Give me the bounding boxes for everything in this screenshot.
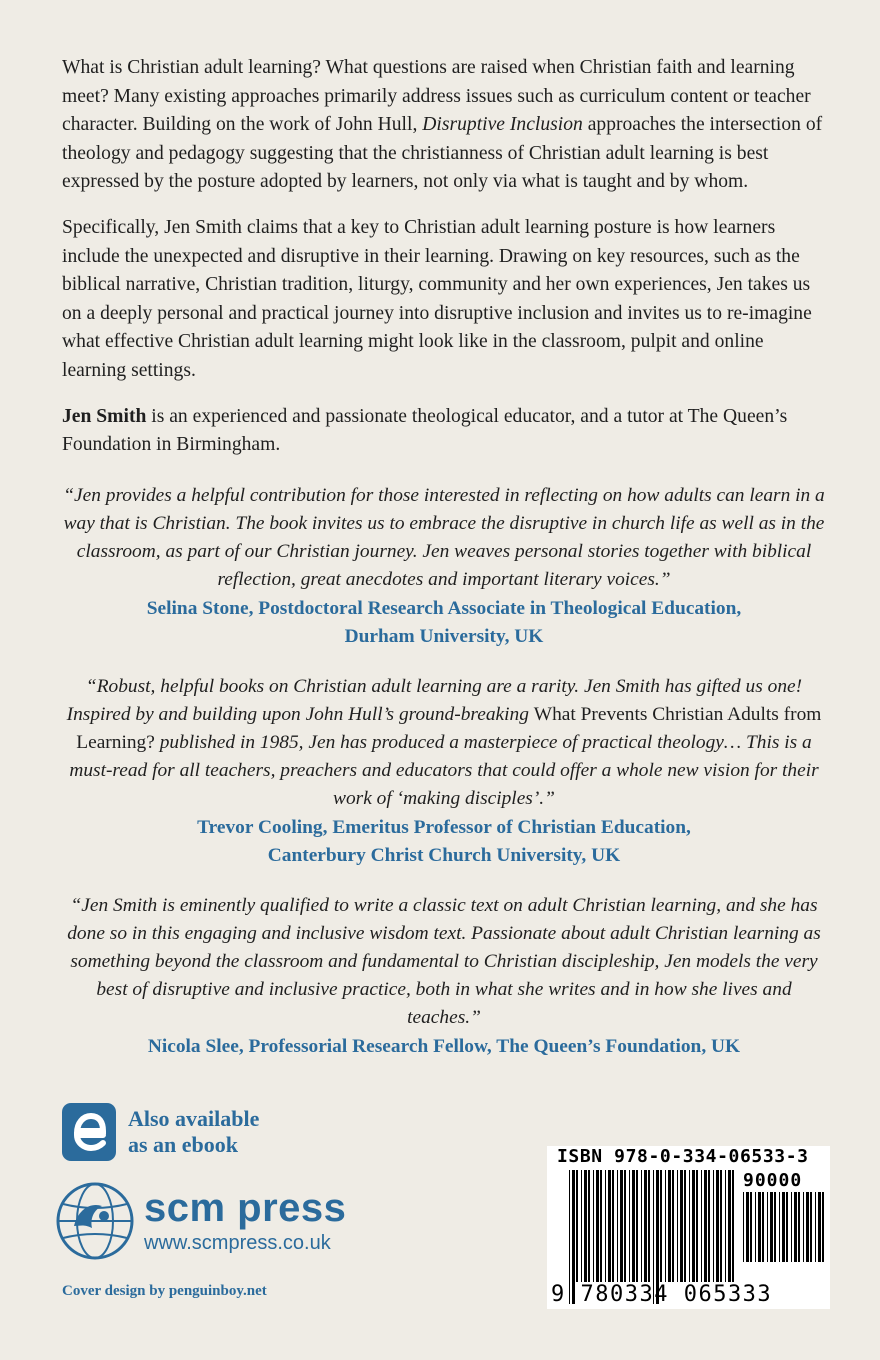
ean-digits: 9 780334 065333 xyxy=(551,1282,773,1307)
barcode-bar xyxy=(810,1192,812,1262)
barcode-bar xyxy=(743,1192,744,1262)
endorsement-attribution-affiliation: Durham University, UK xyxy=(344,625,544,647)
endorsement-attribution: Nicola Slee, Professorial Research Fellow, The Queen’s Foundation, UK xyxy=(147,1035,741,1057)
publisher-logo xyxy=(54,1180,346,1262)
barcode-bar xyxy=(704,1170,707,1282)
barcode-bar xyxy=(624,1170,626,1282)
barcode-bar xyxy=(720,1170,722,1282)
barcode-bar xyxy=(728,1170,731,1282)
barcode-bar xyxy=(660,1170,662,1282)
barcode-bar xyxy=(779,1192,780,1262)
barcode-bar xyxy=(620,1170,623,1282)
barcode-bar xyxy=(755,1192,756,1262)
isbn-barcode xyxy=(547,1146,830,1309)
barcode-bar xyxy=(689,1170,690,1282)
barcode-bar xyxy=(746,1192,749,1262)
barcode-bar xyxy=(665,1170,666,1282)
barcode-bar xyxy=(782,1192,785,1262)
barcode-bar xyxy=(708,1170,710,1282)
barcode-bar xyxy=(732,1170,734,1282)
back-cover-text xyxy=(62,54,826,1083)
barcode-bar xyxy=(791,1192,792,1262)
book-title-italic: Disruptive Inclusion xyxy=(422,114,583,136)
barcode-bar xyxy=(798,1192,800,1262)
barcode-bar xyxy=(818,1192,821,1262)
barcode-bar xyxy=(576,1170,578,1282)
barcode-bar xyxy=(612,1170,614,1282)
barcode-bar xyxy=(677,1170,678,1282)
barcode-bar xyxy=(806,1192,809,1262)
endorsement-attribution: Trevor Cooling, Emeritus Professor of Christian Education, xyxy=(197,816,691,838)
barcode-bar xyxy=(701,1170,702,1282)
publisher-url[interactable]: www.scmpress.co.uk xyxy=(144,1232,331,1254)
barcode-bar xyxy=(815,1192,816,1262)
barcode-bar xyxy=(758,1192,761,1262)
barcode-bar xyxy=(803,1192,804,1262)
barcode-bar xyxy=(696,1170,698,1282)
author-bio: Jen Smith is an experienced and passionate theological educator, and a tutor at The Queen’s Foundation in Birmingham. xyxy=(62,405,788,456)
barcode-bar xyxy=(716,1170,719,1282)
barcode-bar xyxy=(725,1170,726,1282)
endorsement-attribution: Selina Stone, Postdoctoral Research Associate in Theological Education, xyxy=(146,597,742,619)
ebook-availability xyxy=(62,1103,259,1161)
isbn-text: ISBN 978-0-334-06533-3 xyxy=(557,1146,809,1167)
endorsement-attribution-affiliation: Canterbury Christ Church University, UK xyxy=(267,844,621,866)
barcode-bar xyxy=(584,1170,587,1282)
barcode-bar xyxy=(632,1170,635,1282)
barcode-bar xyxy=(629,1170,630,1282)
barcode-bar xyxy=(762,1192,764,1262)
cover-design-credit: Cover design by penguinboy.net xyxy=(62,1283,267,1299)
barcode-bar xyxy=(713,1170,714,1282)
barcode-bar xyxy=(636,1170,638,1282)
barcode-bar xyxy=(617,1170,618,1282)
barcode-bar xyxy=(600,1170,602,1282)
barcode-bar xyxy=(692,1170,695,1282)
ebook-line-1: Also available xyxy=(128,1106,260,1131)
ebook-line-2: as an ebook xyxy=(128,1132,239,1157)
barcode-bar xyxy=(593,1170,594,1282)
endorsement-quote: “Jen provides a helpful contribution for those interested in reflecting on how adults can learn in a way that is Christian. The book invites us to embrace the disruptive in church life as well as in the classroom, as part of our Christian journey. Jen weaves personal stories together with biblical reflection, great anecdotes and important literary voices.” xyxy=(63,484,825,591)
barcode-bar xyxy=(786,1192,788,1262)
barcode-bar xyxy=(644,1170,647,1282)
blurb-paragraph-2: Specifically, Jen Smith claims that a key to Christian adult learning posture is how learners include the unexpected and disruptive in their learning. Drawing on key resources, such as the biblical narrative, Christian tradition, liturgy, community and her own experiences, Jen takes us on a deeply personal and practical journey into disruptive inclusion and invites us to re-imagine what effective Christian adult learning might look like in the classroom, pulpit and online learning settings. xyxy=(62,216,812,381)
barcode-bar xyxy=(668,1170,671,1282)
barcode-bar xyxy=(794,1192,797,1262)
barcode-bar xyxy=(608,1170,611,1282)
endorsement-3 xyxy=(62,892,826,1061)
endorsement-quote: “Robust, helpful books on Christian adult learning are a rarity. Jen Smith has gifted us one! Inspired by and building upon John Hull’s ground-breaking What Prevents Christian Adults from Learning? published in 1985, Jen has produced a masterpiece of practical theology… This is a must-read for all teachers, preachers and educators that could offer a whole new vision for their work of ‘making disciples’.” xyxy=(66,675,822,810)
barcode-bar xyxy=(588,1170,590,1282)
price-code: 90000 xyxy=(743,1170,803,1191)
barcode-bar xyxy=(770,1192,773,1262)
barcode-bar xyxy=(750,1192,752,1262)
barcode-bar xyxy=(774,1192,776,1262)
barcode-bar xyxy=(680,1170,683,1282)
addon-bars xyxy=(743,1192,825,1284)
barcode-bar xyxy=(672,1170,674,1282)
barcode-bar xyxy=(648,1170,650,1282)
barcode-bar xyxy=(641,1170,642,1282)
barcode-bar xyxy=(767,1192,768,1262)
barcode-bar xyxy=(581,1170,582,1282)
endorsement-quote: “Jen Smith is eminently qualified to write a classic text on adult Christian learning, and she has done so in this engaging and inclusive wisdom text. Passionate about adult Christian learning as something beyond the classroom and fundamental to Christian discipleship, Jen models the very best of disruptive and inclusive practice, both in what she writes and in how she lives and teaches.” xyxy=(67,894,821,1029)
barcode-bar xyxy=(605,1170,606,1282)
author-name: Jen Smith xyxy=(62,405,147,427)
ebook-e-icon xyxy=(62,1103,116,1161)
barcode-bar xyxy=(684,1170,686,1282)
barcode-bar xyxy=(822,1192,824,1262)
cited-book-title: What Prevents Christian Adults from Learning? xyxy=(76,703,822,753)
endorsement-2 xyxy=(62,673,826,870)
barcode-bar xyxy=(596,1170,599,1282)
endorsement-1 xyxy=(62,482,826,651)
publisher-name: scm press xyxy=(144,1186,347,1230)
globe-logo-icon xyxy=(54,1180,136,1262)
blurb-paragraph-1: What is Christian adult learning? What questions are raised when Christian faith and learning meet? Many existing approaches primarily address issues such as curriculum content or teacher character. Building on the work of John Hull, Disruptive Inclusion approaches the intersection of theology and pedagogy suggesting that the christianness of Christian adult learning is best expressed by the posture adopted by learners, not only via what is taught and by whom. xyxy=(62,57,823,193)
